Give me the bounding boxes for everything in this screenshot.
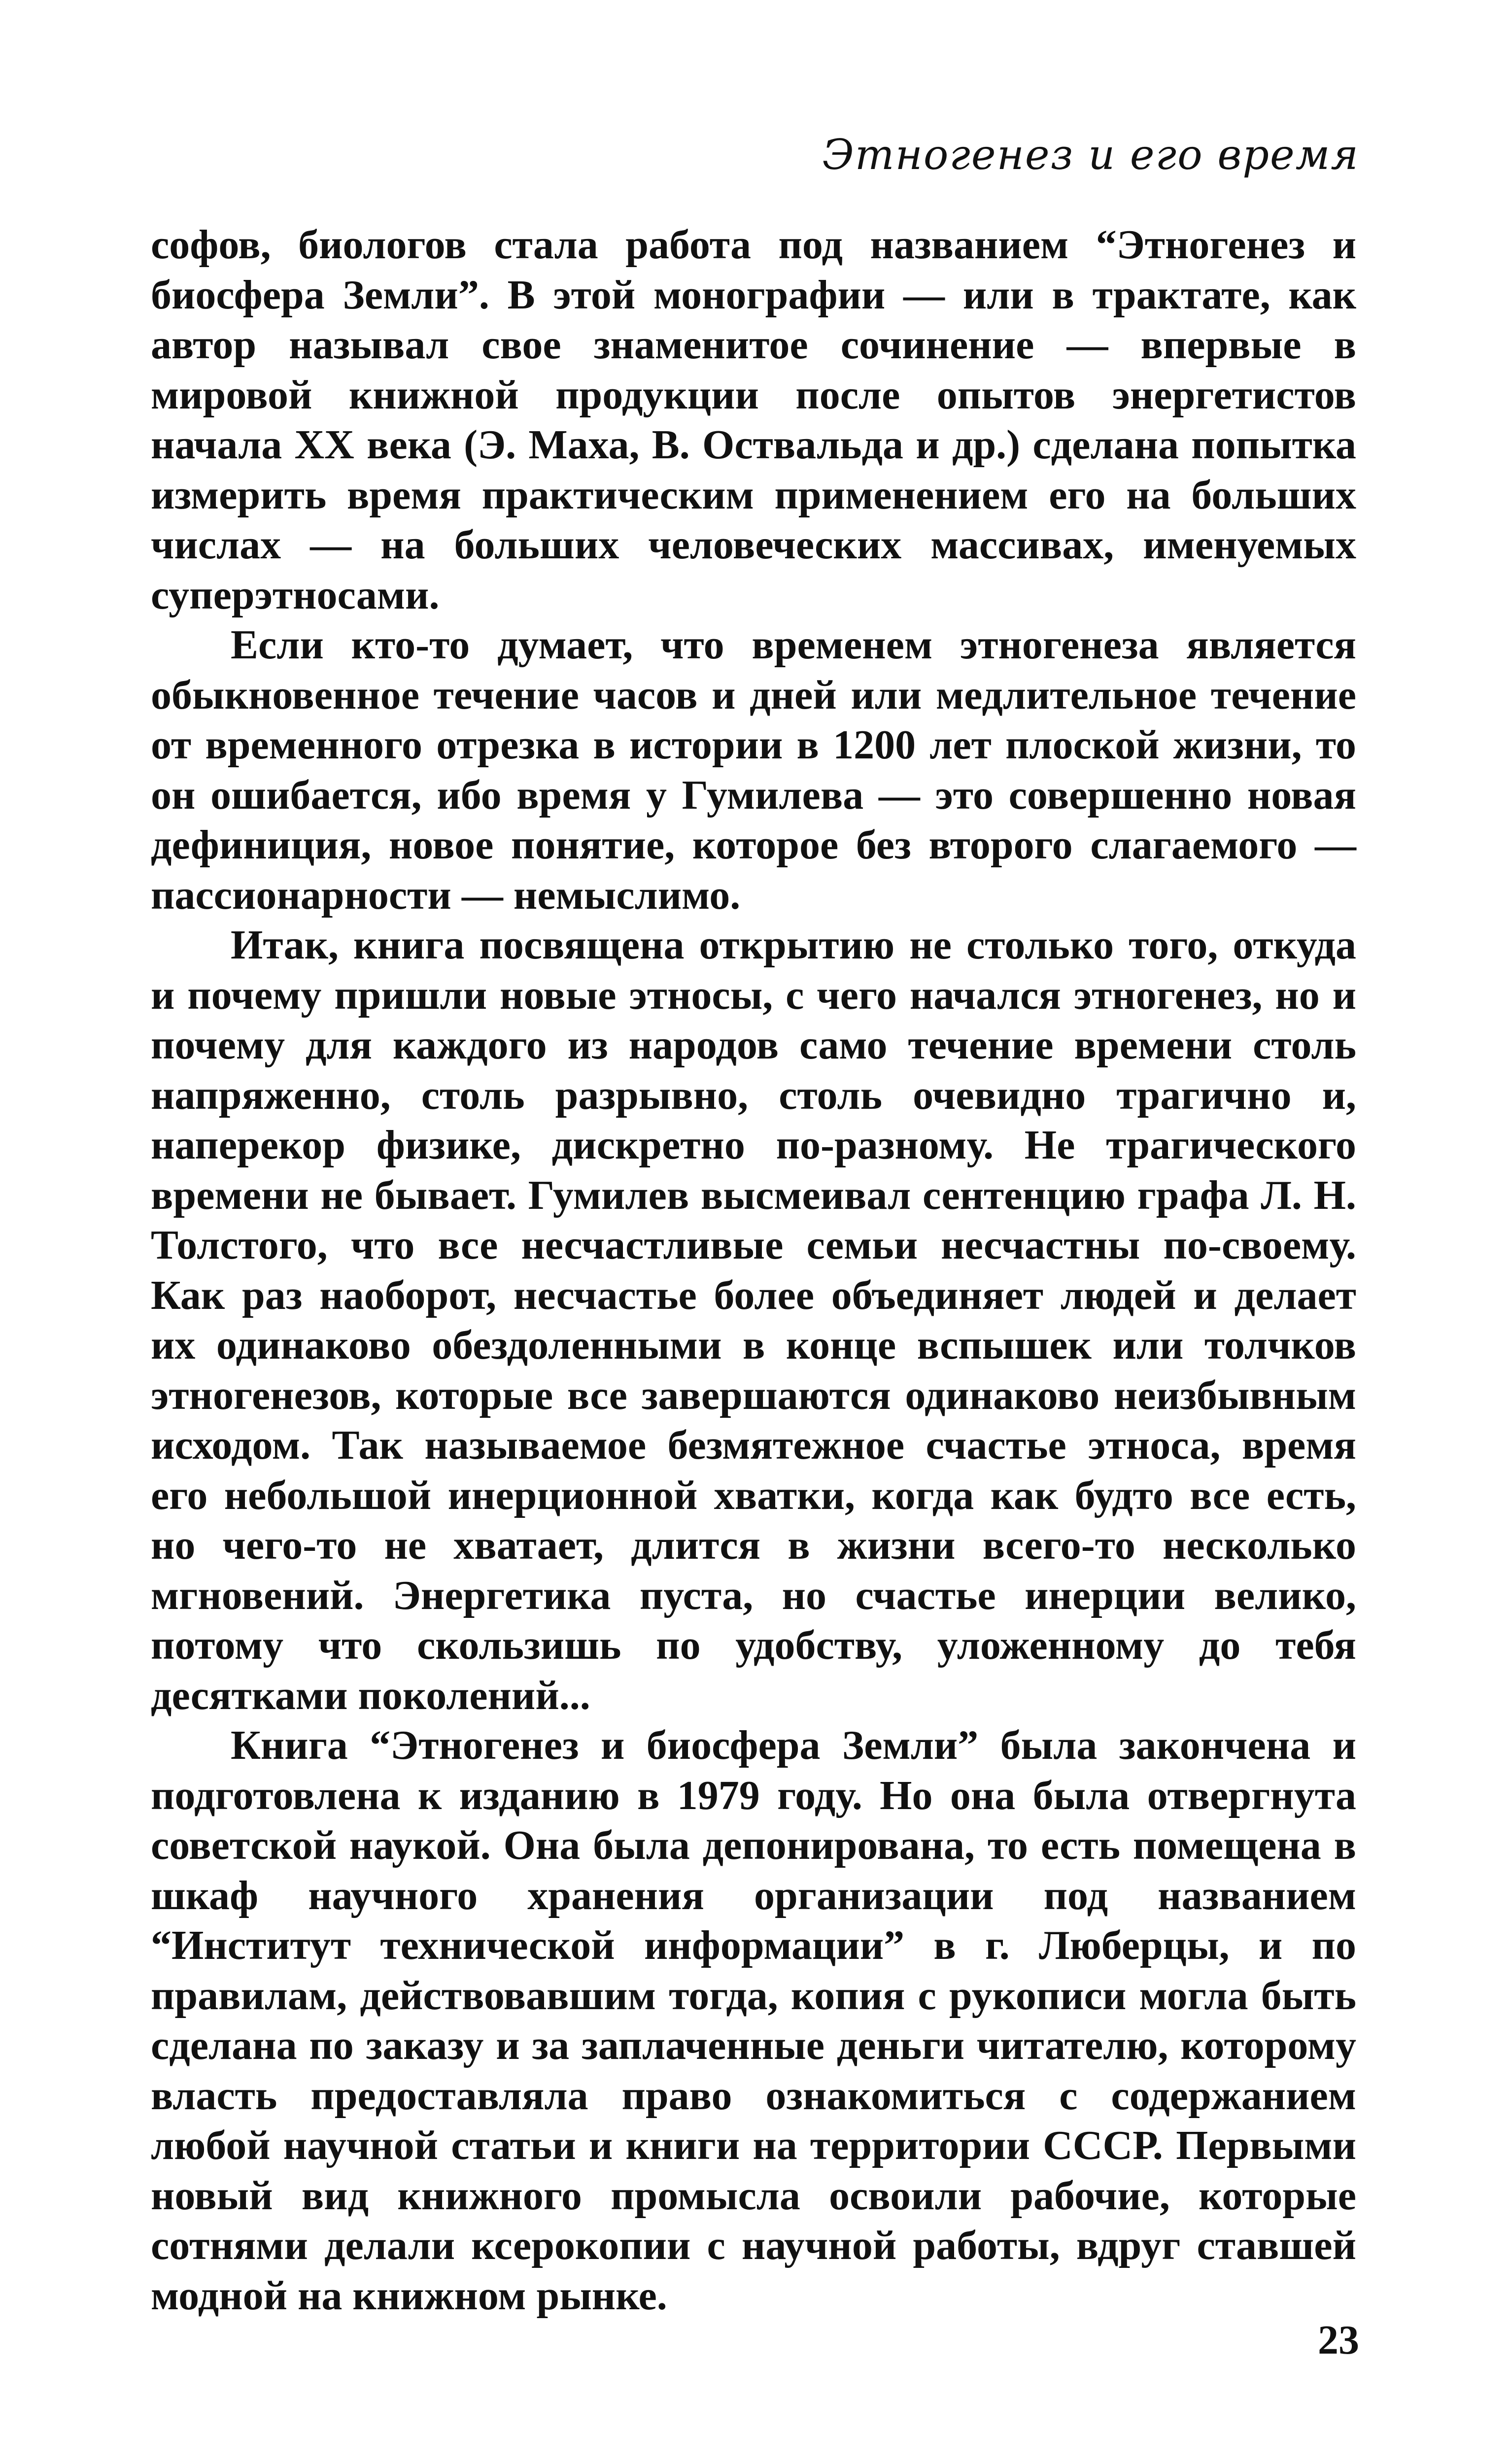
paragraph: Итак, книга посвящена открытию не столько того, откуда и почему пришли новые этносы, с чего начался этногенез, но и почему для каждого из народов само течение времени столь напряженно, столь разрывно, столь очевидно трагично и, наперекор физике, дискретно по-разному. Не трагического времени не бывает. Гумилев высмеивал сентенцию графа Л. Н. Толстого, что все несчастливые семьи несчастны по-своему. Как раз наоборот, несчастье более объединяет людей и делает их одинаково обездоленными в конце вспышек или толчков этногенезов, которые все завершаются одинаково неизбывным исходом. Так называемое безмятежное счастье этноса, время его небольшой инерционной хватки, когда как будто все есть, но чего-то не хватает, длится в жизни всего-то несколько мгновений. Энергетика пуста, но счастье инерции велико, потому что скользишь по удобству, уложенному до тебя десятками поколений... [151, 922, 1356, 1718]
paragraph-continuation: софов, биологов стала работа под названием “Этногенез и биосфера Земли”. В этой монографии — или в трактате, как автор называл свое знаменитое сочинение — впервые в мировой книжной продукции после опытов энергетистов начала XX века (Э. Маха, В. Оствальда и др.) сделана попытка измерить время практическим применением его на больших числах — на больших человеческих массивах, именуемых суперэтносами. [151, 222, 1356, 618]
paragraph: Если кто-то думает, что временем этногенеза является обыкновенное течение часов и дней или медлительное течение от временного отрезка в истории в 1200 лет плоской жизни, то он ошибается, ибо время у Гумилева — это совершенно новая дефиниция, новое понятие, которое без второго слагаемого — пассионарности — немыслимо. [151, 622, 1356, 918]
page-number: 23 [1318, 2317, 1359, 2363]
paragraph: Книга “Этногенез и биосфера Земли” была закончена и подготовлена к изданию в 1979 году. Но она была отвергнута советской наукой. Она была депонирована, то есть помещена в шкаф научного хранения организации под названием “Институт технической информации” в г. Люберцы, и по правилам, действовавшим тогда, копия с рукописи могла быть сделана по заказу и за заплаченные деньги читателю, которому власть предоставляла право ознакомиться с содержанием любой научной статьи и книги на территории СССР. Первыми новый вид книжного промысла освоили рабочие, которые сотнями делали ксерокопии с научной работы, вдруг ставшей модной на книжном рынке. [151, 1722, 1356, 2319]
running-header: Этногенез и его время [822, 131, 1359, 179]
body-text [151, 220, 1356, 2321]
